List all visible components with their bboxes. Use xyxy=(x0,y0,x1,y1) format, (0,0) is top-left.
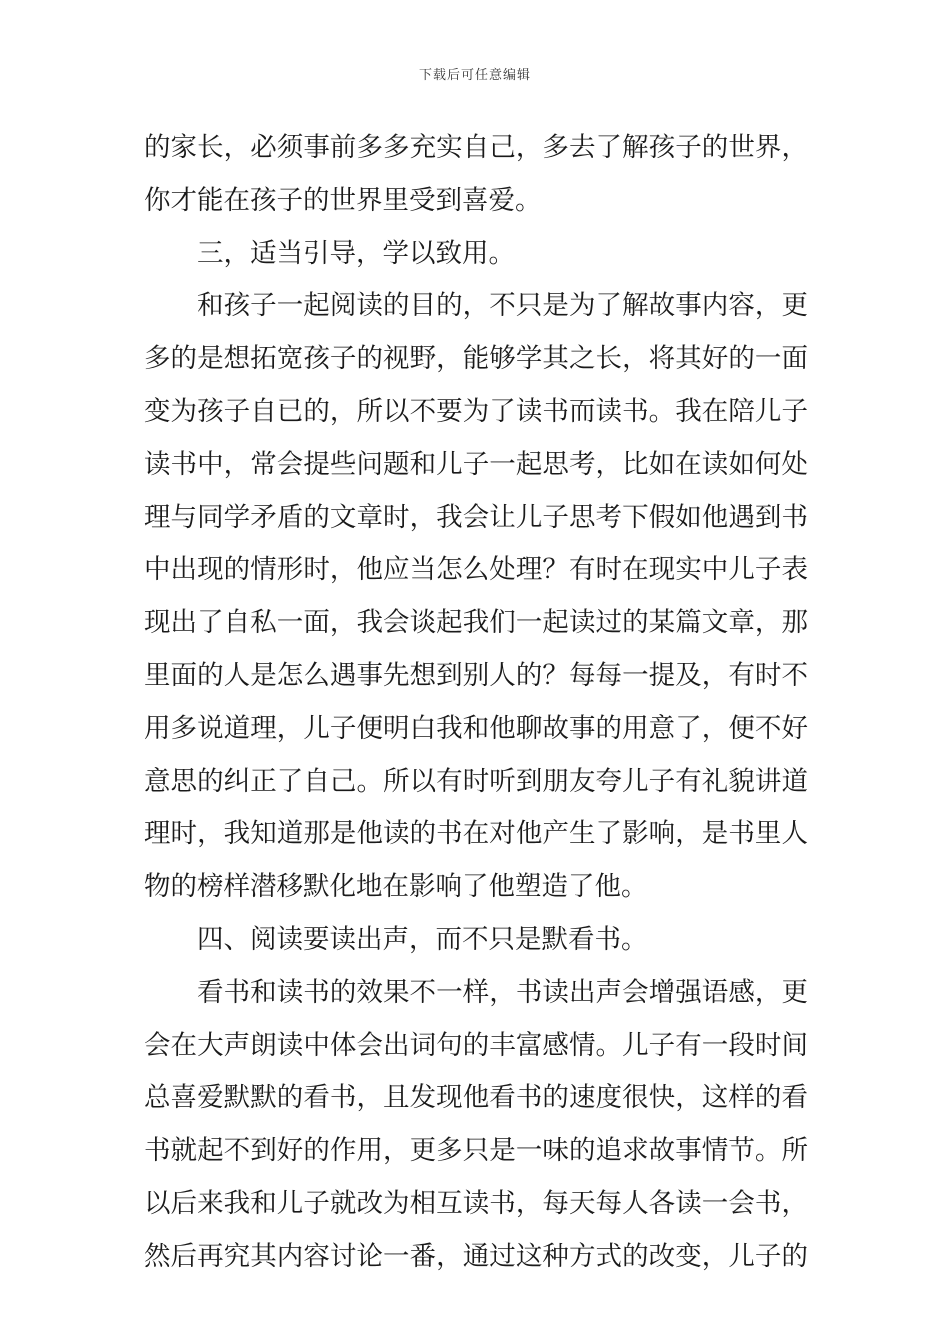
text-line: 多的是想拓宽孩子的视野，能够学其之长，将其好的一面 xyxy=(144,343,808,375)
text-line: 理时，我知道那是他读的书在对他产生了影响，是书里人 xyxy=(144,818,808,850)
text-line: 然后再究其内容讨论一番，通过这种方式的改变，儿子的 xyxy=(144,1240,808,1272)
text-line: 以后来我和儿子就改为相互读书，每天每人各读一会书， xyxy=(144,1187,808,1219)
text-line: 书就起不到好的作用，更多只是一味的追求故事情节。所 xyxy=(144,1135,808,1167)
text-line: 和孩子一起阅读的目的，不只是为了解故事内容，更 xyxy=(197,290,808,322)
text-line: 现出了自私一面，我会谈起我们一起读过的某篇文章，那 xyxy=(144,607,808,639)
text-line: 意思的纠正了自己。所以有时听到朋友夸儿子有礼貌讲道 xyxy=(144,765,808,797)
text-line: 你才能在孩子的世界里受到喜爱。 xyxy=(144,184,542,216)
text-line: 总喜爱默默的看书，且发现他看书的速度很快，这样的看 xyxy=(144,1082,808,1114)
text-line: 的家长，必须事前多多充实自己，多去了解孩子的世界， xyxy=(144,132,808,163)
document-body xyxy=(144,122,808,1284)
text-line: 变为孩子自已的，所以不要为了读书而读书。我在陪儿子 xyxy=(144,395,808,427)
text-line: 会在大声朗读中体会出词句的丰富感情。儿子有一段时间 xyxy=(144,1029,808,1061)
text-line: 读书中，常会提些问题和儿子一起思考，比如在读如何处 xyxy=(144,448,808,480)
section-heading: 三，适当引导，学以致用。 xyxy=(197,237,515,269)
text-line: 看书和读书的效果不一样，书读出声会增强语感，更 xyxy=(197,976,808,1008)
text-line: 里面的人是怎么遇事先想到别人的？每每一提及，有时不 xyxy=(144,659,808,691)
text-line: 用多说道理，儿子便明白我和他聊故事的用意了，便不好 xyxy=(144,712,808,744)
text-line: 物的榜样潜移默化地在影响了他塑造了他。 xyxy=(144,871,648,903)
text-line: 理与同学矛盾的文章时，我会让儿子思考下假如他遇到书 xyxy=(144,501,808,533)
section-heading: 四、阅读要读出声，而不只是默看书。 xyxy=(197,923,648,955)
text-line: 中出现的情形时，他应当怎么处理？有时在现实中儿子表 xyxy=(144,554,808,586)
page-header: 下载后可任意编辑 xyxy=(418,68,531,83)
